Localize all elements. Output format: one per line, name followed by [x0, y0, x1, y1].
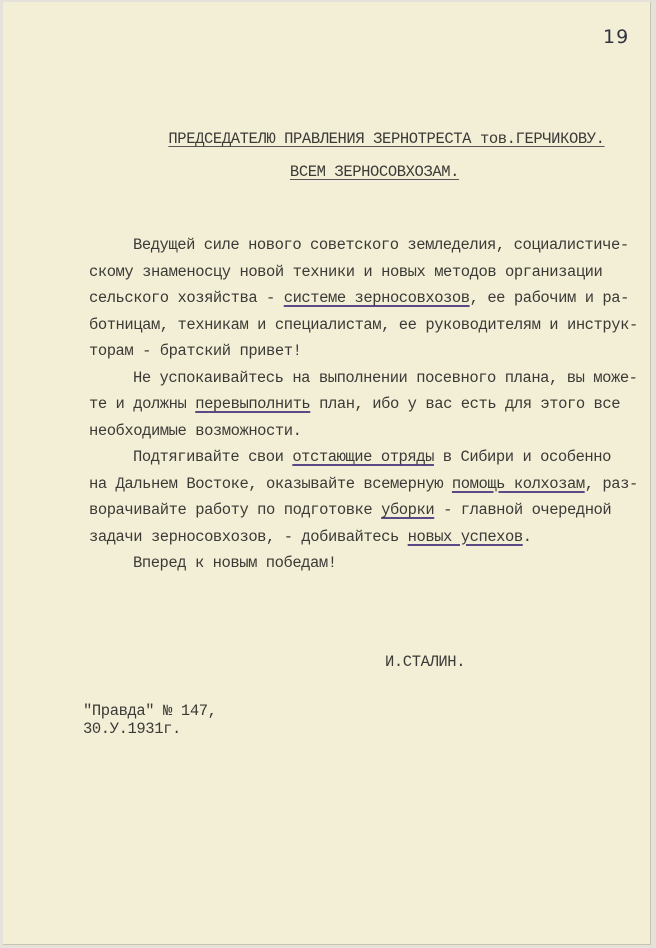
- text-segment: на Дальнем Востоке, оказывайте всемерную: [89, 474, 452, 493]
- underlined-phrase: перевыполнить: [195, 395, 311, 413]
- text-segment: план, ибо у вас есть для этого все: [310, 395, 621, 413]
- text-segment: задачи зерносовхозов, - добивайтесь: [89, 527, 408, 546]
- text-segment: сельского хозяйства -: [89, 289, 284, 307]
- paragraph-line: [89, 391, 624, 418]
- addressee-text: ПРЕДСЕДАТЕЛЮ ПРАВЛЕНИЯ ЗЕРНОТРЕСТА тов.ГЕРЧИКОВУ.: [168, 130, 605, 148]
- letter-body: [89, 232, 638, 577]
- text-segment: ворачивайте работу по подготовке: [89, 501, 382, 519]
- text-segment: ботницам, техникам и специалистам, ее руководителям и инструк-: [89, 315, 638, 334]
- text-segment: - главной очередной: [434, 501, 612, 519]
- text-segment: Ведущей силе нового советского земледелия, социалистиче-: [133, 236, 629, 254]
- paragraph-line: [89, 338, 624, 365]
- underlined-phrase: новых успехов: [407, 527, 523, 546]
- text-segment: скому знаменосцу новой техники и новых методов организации: [89, 262, 603, 281]
- paragraph-line: [89, 471, 638, 498]
- addressee-line: [63, 130, 656, 148]
- underlined-phrase: уборки: [381, 501, 435, 519]
- paragraph-line: [89, 365, 638, 392]
- page-number: 19: [603, 26, 630, 48]
- text-segment: необходимые возможности.: [89, 421, 302, 440]
- paragraph-line: [89, 497, 624, 524]
- text-segment: торам - братский привет!: [89, 342, 302, 360]
- signature: И.СТАЛИН.: [385, 653, 466, 671]
- source-date: 30.У.1931г.: [83, 720, 181, 738]
- addressee-text-2: ВСЕМ ЗЕРНОСОВХОЗАМ.: [289, 163, 460, 181]
- text-segment: в Сибири и особенно: [433, 448, 611, 466]
- underlined-phrase: помощь колхозам: [451, 474, 585, 493]
- document-page: [3, 2, 651, 945]
- text-segment: .: [522, 527, 532, 546]
- paragraph-line: [89, 524, 624, 551]
- paragraph-line: [89, 444, 624, 471]
- underlined-phrase: отстающие отряды: [292, 448, 434, 466]
- paragraph-line: [89, 418, 624, 445]
- paragraph-line: [89, 259, 624, 286]
- text-segment: те и должны: [89, 395, 196, 413]
- paragraph-line: [89, 285, 629, 312]
- text-segment: , ее рабочим и ра-: [469, 289, 629, 307]
- paragraph-line: [89, 550, 624, 577]
- text-segment: , раз-: [584, 474, 638, 493]
- text-segment: Не успокаивайтесь на выполнении посевного плана, вы може-: [133, 368, 638, 387]
- text-segment: Подтягивайте свои: [133, 448, 293, 466]
- paragraph-line: [89, 232, 629, 259]
- text-segment: Вперед к новым победам!: [133, 554, 337, 572]
- source-citation: [83, 702, 217, 738]
- source-newspaper: "Правда" № 147,: [83, 702, 217, 720]
- addressee-line-2: [51, 163, 656, 181]
- paragraph-line: [89, 312, 638, 339]
- underlined-phrase: системе зерносовхозов: [283, 289, 470, 307]
